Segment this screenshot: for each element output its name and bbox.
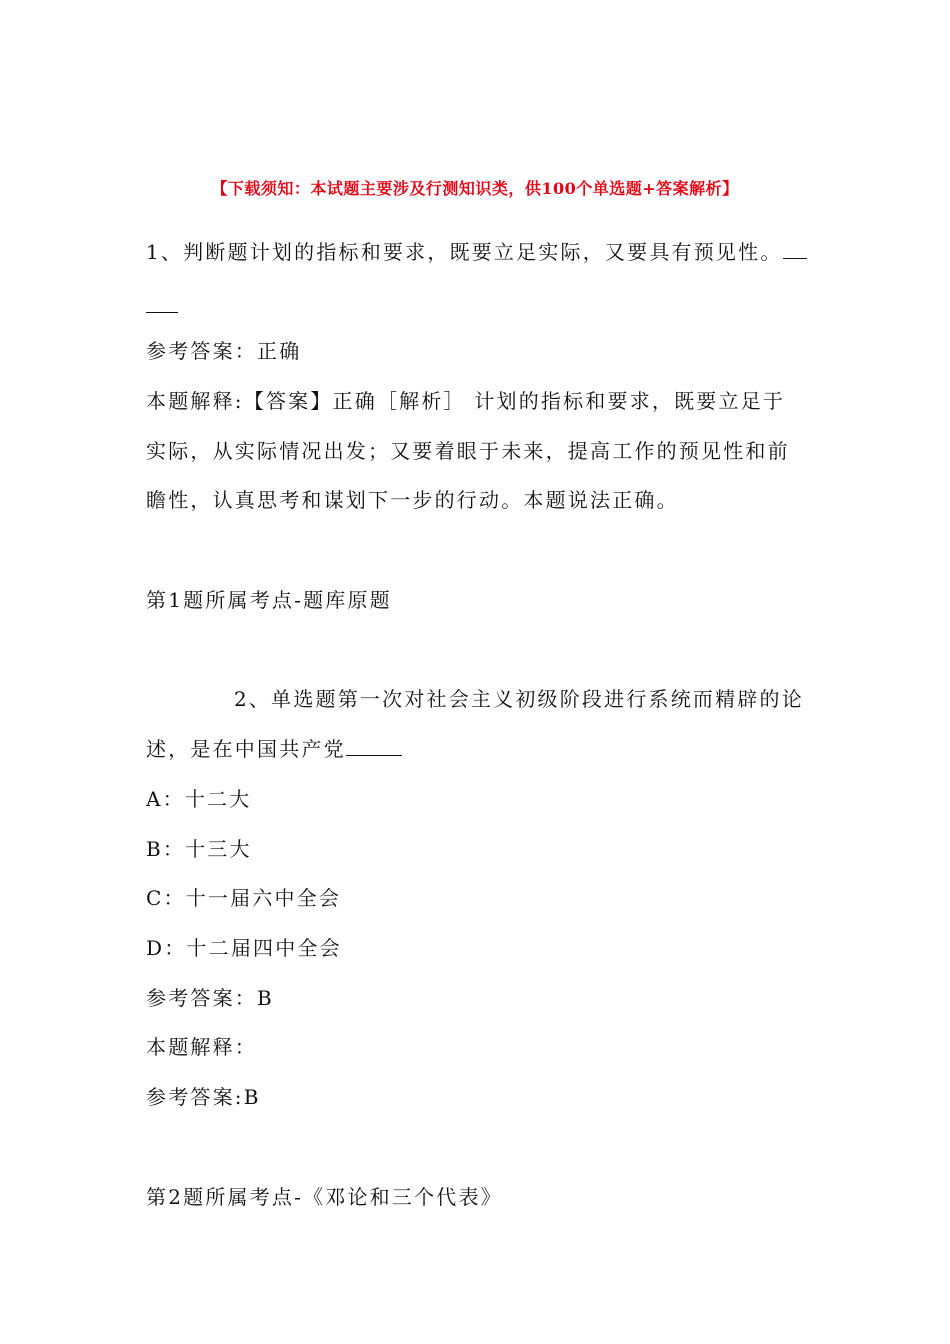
- q2-stem-line-1: 2、单选题第一次对社会主义初级阶段进行系统而精辟的论: [234, 687, 804, 711]
- q2-option-c: C：十一届六中全会: [146, 886, 342, 910]
- q2-option-b: B：十三大: [146, 837, 252, 861]
- q1-explain-line-2: 实际，从实际情况出发；又要着眼于未来，提高工作的预见性和前: [146, 439, 790, 463]
- q1-explain-line-3: 瞻性，认真思考和谋划下一步的行动。本题说法正确。: [146, 488, 679, 512]
- q2-blank: [346, 737, 402, 756]
- q1-stem: [146, 240, 811, 264]
- q2-answer-repeat: 参考答案:B: [146, 1085, 261, 1109]
- q1-explain-line-1: 本题解释:【答案】正确［解析］ 计划的指标和要求，既要立足于: [146, 389, 786, 413]
- q2-stem-text: 述，是在中国共产党: [146, 737, 346, 761]
- q1-answer: 参考答案：正确: [146, 339, 302, 363]
- q2-explain: 本题解释：: [146, 1035, 257, 1059]
- q2-option-d: D：十二届四中全会: [146, 936, 342, 960]
- q2-point: 第2题所属考点-《邓论和三个代表》: [146, 1185, 503, 1209]
- q1-blank-part1: [783, 240, 807, 259]
- q2-answer: 参考答案：B: [146, 986, 274, 1010]
- q1-stem-text: 1、判断题计划的指标和要求，既要立足实际，又要具有预见性。: [146, 240, 783, 264]
- download-notice: 【下载须知：本试题主要涉及行测知识类，供100个单选题+答案解析】: [211, 179, 739, 198]
- q1-blank-part2: [146, 294, 178, 313]
- q1-blank-line: [146, 294, 811, 318]
- q1-point: 第1题所属考点-题库原题: [146, 588, 392, 612]
- q2-option-a: A：十二大: [146, 787, 252, 811]
- q2-stem-line-2: [146, 737, 811, 761]
